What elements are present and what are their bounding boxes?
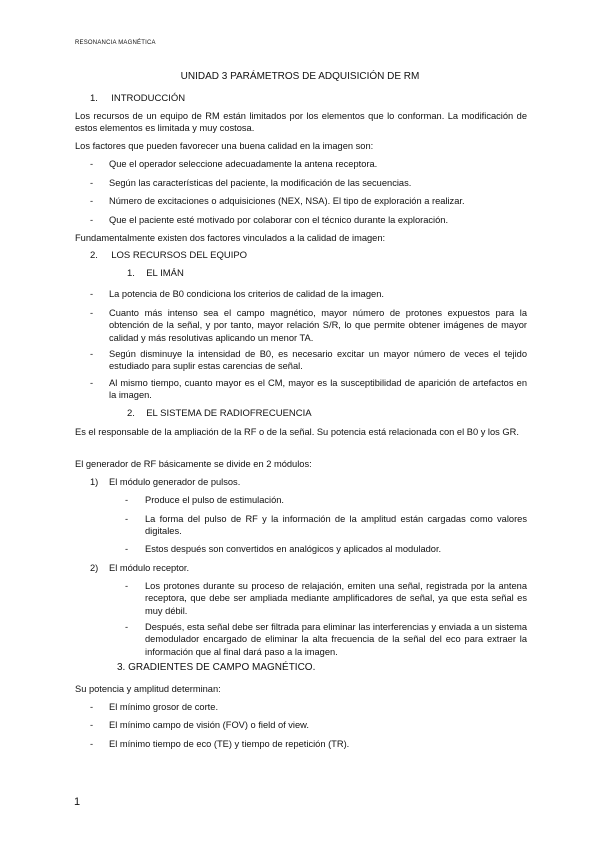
list-item-text: Los protones durante su proceso de relajación, emiten una señal, registrada por la antena receptora, que debe ser ampliada mediante amplificadores de señal, ya que esta señal es muy débil. (145, 581, 527, 616)
subsection-heading-gradients: 3. GRADIENTES DE CAMPO MAGNÉTICO. (117, 662, 316, 673)
heading-number: 2. (127, 408, 135, 419)
list-item-text: El mínimo tiempo de eco (TE) y tiempo de repetición (TR). (109, 739, 350, 749)
bullet-dash: - (90, 702, 94, 712)
list-item-text: Según disminuye la intensidad de B0, es necesario excitar un mayor número de veces el tejido estudiado para suplir estas carencias de señal. (109, 349, 527, 372)
intro-paragraph-1: Los recursos de un equipo de RM están limitados por los elementos que lo conforman. La modificación de estos elementos es limitada y muy costosa. (75, 111, 527, 134)
bullet-dash: - (90, 159, 94, 169)
heading-label: LOS RECURSOS DEL EQUIPO (111, 250, 248, 261)
section-heading-resources (90, 250, 247, 262)
bullet-dash: - (90, 215, 94, 225)
list-item-text: La potencia de B0 condiciona los criterios de calidad de la imagen. (109, 289, 384, 299)
list-item (90, 377, 527, 402)
heading-number: 1. (127, 268, 135, 279)
item-number: 1) (90, 477, 99, 487)
list-item (90, 214, 527, 226)
bullet-dash: - (125, 544, 129, 554)
list-item-text: Al mismo tiempo, cuanto mayor es el CM, mayor es la susceptibilidad de aparición de artefactos en la imagen. (109, 378, 527, 401)
subsection-heading-rf (127, 408, 312, 420)
bullet-dash: - (125, 581, 129, 591)
bullet-dash: - (90, 196, 94, 206)
rf-paragraph-1: Es el responsable de la ampliación de la RF o de la señal. Su potencia está relacionada con el B0 y los GR. (75, 427, 519, 437)
page-title: UNIDAD 3 PARÁMETROS DE ADQUISICIÓN DE RM (180, 71, 420, 82)
list-item (90, 307, 527, 344)
list-item-text: Según las características del paciente, la modificación de las secuencias. (109, 178, 412, 188)
list-item-text: Que el paciente esté motivado por colaborar con el técnico durante la exploración. (109, 215, 449, 225)
bullet-dash: - (125, 495, 129, 505)
list-item (90, 701, 527, 713)
bullet-dash: - (90, 739, 94, 749)
list-item (90, 288, 527, 300)
bullet-dash: - (90, 289, 94, 299)
subsection-heading-iman (127, 268, 184, 280)
bullet-dash: - (125, 622, 129, 632)
heading-label: EL IMÁN (146, 268, 184, 279)
list-item (90, 158, 527, 170)
list-item-text: Estos después son convertidos en analógicos y aplicados al modulador. (145, 544, 442, 554)
item-label: El módulo generador de pulsos. (109, 477, 241, 487)
bullet-dash: - (90, 349, 94, 359)
heading-number: 2. (90, 250, 98, 261)
list-item (125, 580, 527, 617)
running-header: RESONANCIA MAGNÉTICA (75, 40, 156, 46)
list-item (125, 621, 527, 658)
list-item (90, 348, 527, 373)
bullet-dash: - (90, 308, 94, 318)
bullet-dash: - (90, 378, 94, 388)
item-label: El módulo receptor. (109, 563, 190, 573)
intro-paragraph-2: Los factores que pueden favorecer una buena calidad en la imagen son: (75, 141, 374, 151)
list-item (125, 543, 527, 555)
heading-label: EL SISTEMA DE RADIOFRECUENCIA (146, 408, 312, 419)
item-number: 2) (90, 563, 99, 573)
page-number: 1 (74, 796, 81, 808)
heading-label: INTRODUCCIÓN (111, 93, 186, 104)
list-item-text: El mínimo grosor de corte. (109, 702, 219, 712)
module-2-item (90, 562, 189, 574)
gradients-paragraph: Su potencia y amplitud determinan: (75, 684, 221, 694)
module-1-item (90, 476, 240, 488)
bullet-dash: - (90, 178, 94, 188)
list-item (125, 494, 527, 506)
list-item-text: El mínimo campo de visión (FOV) o field of view. (109, 720, 309, 730)
list-item-text: Cuanto más intenso sea el campo magnético, mayor número de protones expuestos para la obtención de la señal, y por tanto, mayor relación S/R, lo que permite obtener imágenes de mayor calidad y más resolutivas aplicando un menor TA. (109, 308, 527, 343)
bullet-dash: - (125, 514, 129, 524)
list-item (90, 177, 527, 189)
intro-paragraph-3: Fundamentalmente existen dos factores vinculados a la calidad de imagen: (75, 233, 386, 243)
bullet-dash: - (90, 720, 94, 730)
list-item (90, 719, 527, 731)
list-item-text: Que el operador seleccione adecuadamente la antena receptora. (109, 159, 378, 169)
section-heading-intro (90, 93, 185, 105)
heading-number: 1. (90, 93, 98, 104)
list-item-text: Número de excitaciones o adquisiciones (NEX, NSA). El tipo de exploración a realizar. (109, 196, 465, 206)
list-item-text: Después, esta señal debe ser filtrada para eliminar las interferencias y enviada a un sistema demodulador encargado de eliminar la alta frecuencia de la señal del eco para extraer la información que al final dará paso a la imagen. (145, 622, 527, 657)
list-item (90, 195, 527, 207)
rf-paragraph-2: El generador de RF básicamente se divide en 2 módulos: (75, 459, 312, 469)
list-item-text: Produce el pulso de estimulación. (145, 495, 285, 505)
list-item-text: La forma del pulso de RF y la información de la amplitud están cargadas como valores digitales. (145, 514, 527, 537)
list-item (125, 513, 527, 538)
list-item (90, 738, 527, 750)
